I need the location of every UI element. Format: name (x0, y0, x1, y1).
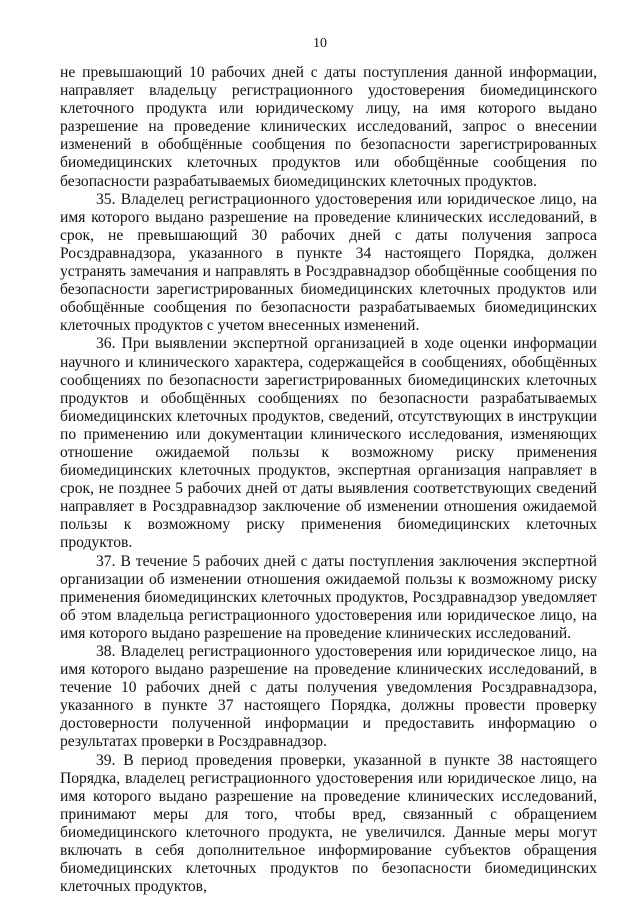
paragraph-item-35: 35. Владелец регистрационного удостоверения или юридическое лицо, на имя которого выдано разрешение на проведение клинических исследований, в срок, не превышающий 30 рабочих дней с даты получения запроса Росздравнадзора, указанного в пункте 34 настоящего Порядка, должен устранять замечания и направлять в Росздравнадзор обобщённые сообщения по безопасности зарегистрированных биомедицинских клеточных продуктов или обобщённые сообщения по безопасности разрабатываемых биомедицинских клеточных продуктов с учетом внесенных изменений. (60, 190, 597, 335)
paragraph-item-39: 39. В период проведения проверки, указанной в пункте 38 настоящего Порядка, владелец регистрационного удостоверения или юридическое лицо, на имя которого выдано разрешение на проведение клинических исследований, принимают меры для того, чтобы вред, связанный с обращением биомедицинского клеточного продукта, не увеличился. Данные меры могут включать в себя дополнительное информирование субъектов обращения биомедицинских клеточных продуктов по безопасности биомедицинских клеточных продуктов, (60, 751, 597, 896)
paragraph-item-36: 36. При выявлении экспертной организацией в ходе оценки информации научного и клинического характера, содержащейся в сообщениях, обобщённых сообщениях по безопасности зарегистрированных биомедицинских клеточных продуктов и обобщённых сообщениях по безопасности разрабатываемых биомедицинских клеточных продуктов, сведений, отсутствующих в инструкции по применению или документации клинического исследования, изменяющих отношение ожидаемой пользы к возможному риску применения биомедицинских клеточных продуктов, экспертная организация направляет в срок, не позднее 5 рабочих дней от даты выявления соответствующих сведений направляет в Росздравнадзор заключение об изменении отношения ожидаемой пользы к возможному риску применения биомедицинских клеточных продуктов. (60, 335, 597, 552)
page-number: 10 (313, 36, 327, 51)
paragraph-item-38: 38. Владелец регистрационного удостоверения или юридическое лицо, на имя которого выдано разрешение на проведение клинических исследований, в течение 10 рабочих дней с даты получения уведомления Росздравнадзора, указанного в пункте 37 настоящего Порядка, должны провести проверку достоверности полученной информации и предоставить информацию о результатах проверки в Росздравнадзор. (60, 643, 597, 751)
paragraph-item-37: 37. В течение 5 рабочих дней с даты поступления заключения экспертной организации об изменении отношения ожидаемой пользы к возможному риску применения биомедицинских клеточных продуктов, Росздравнадзор уведомляет об этом владельца регистрационного удостоверения или юридическое лицо, на имя которого выдано разрешение на проведение клинических исследований. (60, 552, 597, 642)
paragraph-continuation: не превышающий 10 рабочих дней с даты поступления данной информации, направляет владельцу регистрационного удостоверения биомедицинского клеточного продукта или юридическому лицу, на имя которого выдано разрешение на проведение клинических исследований, запрос о внесении изменений в обобщённые сообщения по безопасности зарегистрированных биомедицинских клеточных продуктов или обобщённые сообщения по безопасности разрабатываемых биомедицинских клеточных продуктов. (60, 64, 597, 190)
document-body (60, 64, 597, 896)
